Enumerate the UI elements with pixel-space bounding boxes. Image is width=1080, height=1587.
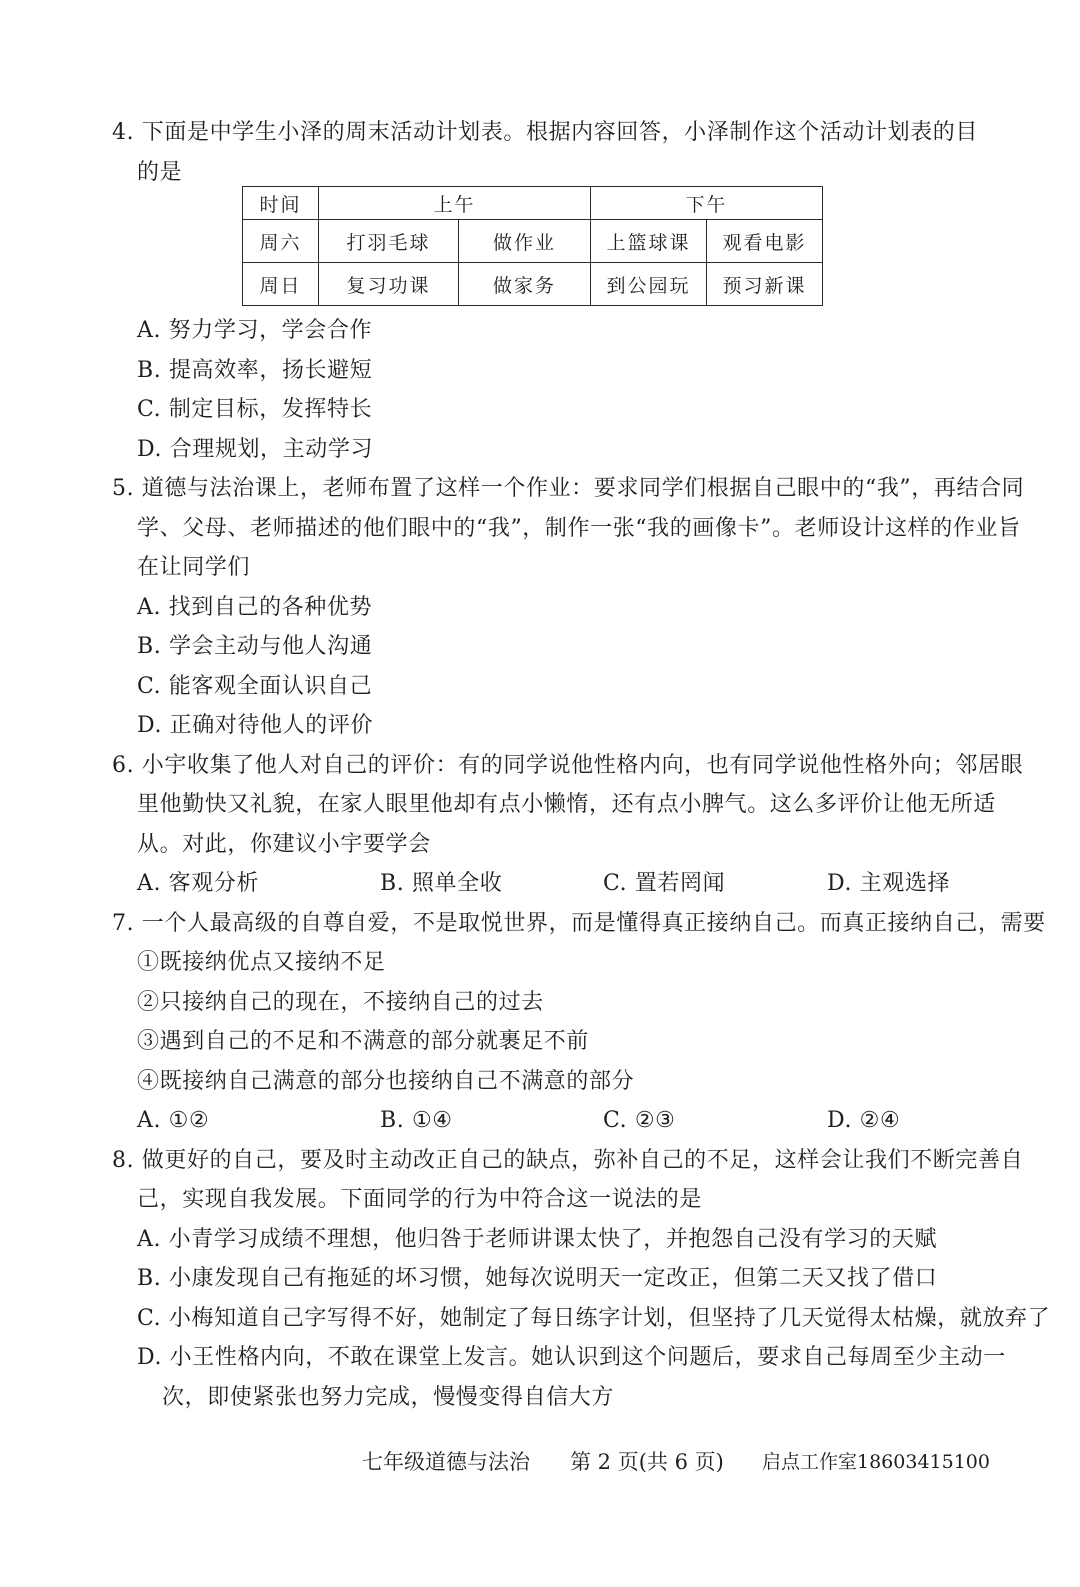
q6-stem-line-1: 6. 小宇收集了他人对自己的评价：有的同学说他性格内向，也有同学说他性格外向；邻居眼 [112, 753, 1024, 778]
footer-studio: 启点工作室18603415100 [762, 1451, 990, 1473]
q5-option-b: B. 学会主动与他人沟通 [137, 634, 373, 659]
q6-stem-line-2: 里他勤快又礼貌，在家人眼里他却有点小懒惰，还有点小脾气。这么多评价让他无所适 [137, 792, 996, 817]
table-cell: 观看电影 [707, 220, 823, 263]
q7-item-3: ③遇到自己的不足和不满意的部分就裹足不前 [137, 1029, 590, 1054]
q4-option-d: D. 合理规划，主动学习 [137, 437, 374, 462]
table-row [243, 263, 823, 306]
table-row [243, 220, 823, 263]
q6-options-row [137, 869, 957, 899]
q4-option-a: A. 努力学习，学会合作 [137, 318, 373, 343]
q5-stem-line-3: 在让同学们 [137, 555, 251, 580]
q7-item-1: ①既接纳优点又接纳不足 [137, 950, 386, 975]
q8-stem-line-1: 8. 做更好的自己，要及时主动改正自己的缺点，弥补自己的不足，这样会让我们不断完善自 [112, 1148, 1024, 1173]
q6-option-c: C. 置若罔闻 [603, 871, 726, 896]
q6-option-d: D. 主观选择 [827, 871, 951, 896]
q5-stem-line-2: 学、父母、老师描述的他们眼中的“我”，制作一张“我的画像卡”。老师设计这样的作业旨 [137, 516, 1021, 541]
q8-option-a: A. 小青学习成绩不理想，他归咎于老师讲课太快了，并抱怨自己没有学习的天赋 [137, 1227, 938, 1252]
q7-option-d: D. ②④ [827, 1108, 901, 1133]
weekend-plan-table [242, 186, 823, 306]
table-cell: 预习新课 [707, 263, 823, 306]
q6-option-b: B. 照单全收 [380, 871, 503, 896]
q7-option-a: A. ①② [137, 1108, 210, 1133]
table-header-cell: 下午 [591, 187, 823, 220]
q7-option-b: B. ①④ [380, 1108, 453, 1133]
q5-option-c: C. 能客观全面认识自己 [137, 674, 373, 699]
table-cell: 周日 [243, 263, 319, 306]
q7-item-4: ④既接纳自己满意的部分也接纳自己不满意的部分 [137, 1069, 635, 1094]
q7-item-2: ②只接纳自己的现在，不接纳自己的过去 [137, 990, 544, 1015]
footer-page-number: 第 2 页(共 6 页) [570, 1450, 724, 1474]
q5-stem-line-1: 5. 道德与法治课上，老师布置了这样一个作业：要求同学们根据自己眼中的“我”，再结合同 [112, 476, 1025, 501]
table-header-row [243, 187, 823, 220]
q8-option-d: D. 小王性格内向，不敢在课堂上发言。她认识到这个问题后，要求自己每周至少主动一 [137, 1345, 1006, 1370]
footer-subject: 七年级道德与法治 [362, 1450, 530, 1474]
table-cell: 到公园玩 [591, 263, 707, 306]
q4-option-b: B. 提高效率，扬长避短 [137, 358, 373, 383]
q5-option-a: A. 找到自己的各种优势 [137, 595, 373, 620]
q8-option-c: C. 小梅知道自己字写得不好，她制定了每日练字计划，但坚持了几天觉得太枯燥，就放弃了 [137, 1306, 1051, 1331]
table-header-cell: 上午 [319, 187, 591, 220]
table-cell: 做家务 [459, 263, 591, 306]
table-header-cell: 时间 [243, 187, 319, 220]
q8-option-b: B. 小康发现自己有拖延的坏习惯，她每次说明天一定改正，但第二天又找了借口 [137, 1266, 938, 1291]
q7-stem-line-1: 7. 一个人最高级的自尊自爱，不是取悦世界，而是懂得真正接纳自己。而真正接纳自己，需要 [112, 911, 1046, 936]
q4-stem-line-2: 的是 [137, 160, 183, 185]
q8-stem-line-2: 己，实现自我发展。下面同学的行为中符合这一说法的是 [137, 1187, 703, 1212]
q4-option-c: C. 制定目标，发挥特长 [137, 397, 373, 422]
table-cell: 周六 [243, 220, 319, 263]
q7-options-row [137, 1106, 957, 1136]
table-cell: 打羽毛球 [319, 220, 459, 263]
q8-option-d-continuation: 次，即使紧张也努力完成，慢慢变得自信大方 [162, 1385, 615, 1410]
q7-option-c: C. ②③ [603, 1108, 676, 1133]
q6-stem-line-3: 从。对此，你建议小宇要学会 [137, 832, 431, 857]
table-cell: 上篮球课 [591, 220, 707, 263]
q4-stem-line-1: 4. 下面是中学生小泽的周末活动计划表。根据内容回答，小泽制作这个活动计划表的目 [112, 120, 978, 145]
table-cell: 做作业 [459, 220, 591, 263]
q6-option-a: A. 客观分析 [137, 871, 260, 896]
table-cell: 复习功课 [319, 263, 459, 306]
q5-option-d: D. 正确对待他人的评价 [137, 713, 374, 738]
